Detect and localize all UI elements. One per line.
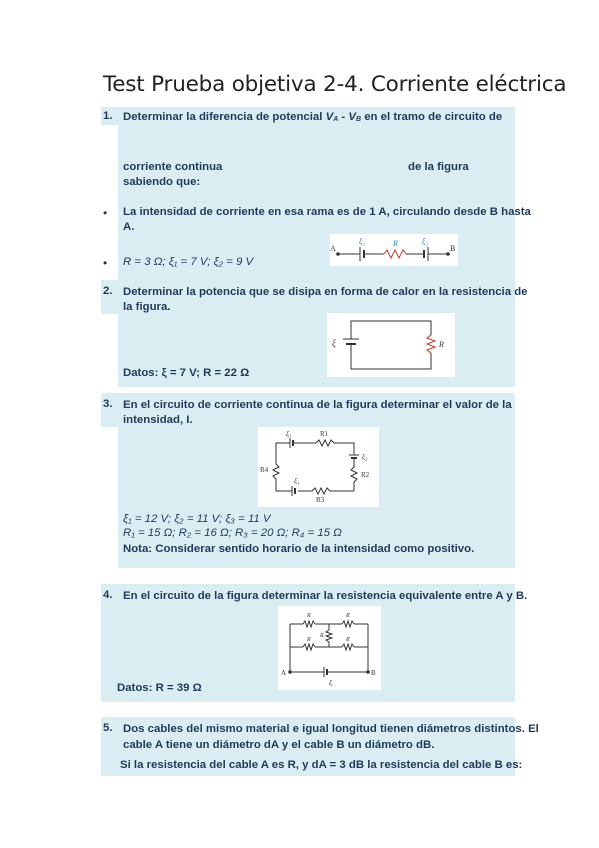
question-3-line-1: En el circuito de corriente continua de la figura determinar el valor de la — [123, 399, 512, 411]
figure-4-circuit — [278, 606, 381, 690]
figure-1-circuit — [330, 234, 458, 266]
figure-4-label-r: R — [346, 637, 350, 643]
question-1-bullet-1a: La intensidad de corriente en esa rama es de 1 A, circulando desde B hasta — [123, 206, 531, 218]
figure-2-label-r: R — [439, 340, 444, 349]
question-1-panel — [118, 107, 515, 299]
figure-3-label-r4: R4 — [260, 466, 269, 474]
figure-4-label-a: A — [281, 669, 287, 677]
figure-4-label-r: R — [346, 613, 350, 619]
figure-1-label-r: R — [393, 239, 398, 248]
question-1-bullet-1b: A. — [123, 221, 135, 233]
question-3-line-2: intensidad, I. — [123, 414, 193, 426]
bullet-marker: • — [103, 256, 108, 270]
potential-vb: $V_B$ — [348, 111, 362, 123]
figure-3-label-r3: R3 — [316, 496, 325, 504]
figure-3-label-r2: R2 — [361, 471, 370, 479]
question-2-line-2: la figura. — [123, 301, 171, 313]
figure-4-label-b: B — [371, 669, 376, 677]
question-1-line-1 — [123, 110, 502, 128]
question-1-text-b: en el tramo de circuito de — [361, 111, 503, 123]
question-1-line-2b: de la figura — [408, 161, 469, 173]
figure-4-label-r: R — [307, 637, 311, 643]
figure-4-label-e: ξ — [329, 679, 332, 687]
question-1-bullet-2: R = 3 Ω; ξ₁ = 7 V; ξ₂ = 9 V — [123, 256, 254, 268]
dash: - — [338, 111, 349, 123]
question-2-number: 2. — [103, 285, 113, 297]
question-1-text-a: Determinar la diferencia de potencial — [123, 111, 326, 123]
figure-1-label-a: A — [330, 244, 336, 253]
question-1-line-3: sabiendo que: — [123, 176, 201, 188]
potential-va: $V_A$ — [325, 111, 339, 123]
figure-3-label-e3: ξ₃ — [294, 477, 300, 485]
question-5-number: 5. — [103, 722, 113, 734]
figure-1-label-e1: ξ₁ — [359, 237, 366, 246]
figure-4-label-r: R — [307, 613, 311, 619]
question-4-datos: Datos: R = 39 Ω — [117, 682, 202, 694]
figure-1-label-e2: ξ₂ — [422, 237, 429, 246]
question-3-nota: Nota: Considerar sentido horario de la intensidad como positivo. — [123, 543, 475, 555]
question-5-line-1: Dos cables del mismo material e igual longitud tienen diámetros distintos. El — [123, 723, 539, 735]
figure-2-label-e: ξ — [332, 338, 336, 348]
question-1-line-2a: corriente continua — [123, 161, 223, 173]
question-2-datos: Datos: ξ = 7 V; R = 22 Ω — [123, 367, 250, 379]
page-title: Test Prueba objetiva 2-4. Corriente eléctrica — [103, 72, 567, 97]
figure-3-circuit — [258, 427, 379, 507]
figure-3-label-r1: R1 — [320, 430, 329, 438]
question-2-line-1: Determinar la potencia que se disipa en forma de calor en la resistencia de — [123, 286, 528, 298]
question-4-number: 4. — [103, 589, 113, 601]
bullet-marker: • — [103, 206, 108, 220]
question-1-number: 1. — [103, 110, 113, 122]
figure-4-label-r: R — [320, 633, 324, 639]
question-5-line-3: Si la resistencia del cable A es R, y dA = 3 dB la resistencia del cable B es: — [120, 759, 523, 771]
question-3-data-2: R₁ = 15 Ω; R₂ = 16 Ω; R₃ = 20 Ω; R₄ = 15 Ω — [123, 527, 342, 539]
question-5-line-2: cable A tiene un diámetro dA y el cable B un diámetro dB. — [123, 739, 435, 751]
figure-3-label-e2: ξ₂ — [362, 453, 368, 461]
figure-2-circuit — [327, 313, 455, 377]
question-4-line-1: En el circuito de la figura determinar la resistencia equivalente entre A y B. — [123, 590, 528, 602]
question-3-data-1: ξ₁ = 12 V; ξ₂ = 11 V; ξ₃ = 11 V — [123, 513, 271, 525]
question-3-number: 3. — [103, 398, 113, 410]
figure-3-label-e1: ξ₁ — [286, 430, 292, 438]
figure-1-label-b: B — [450, 244, 456, 253]
